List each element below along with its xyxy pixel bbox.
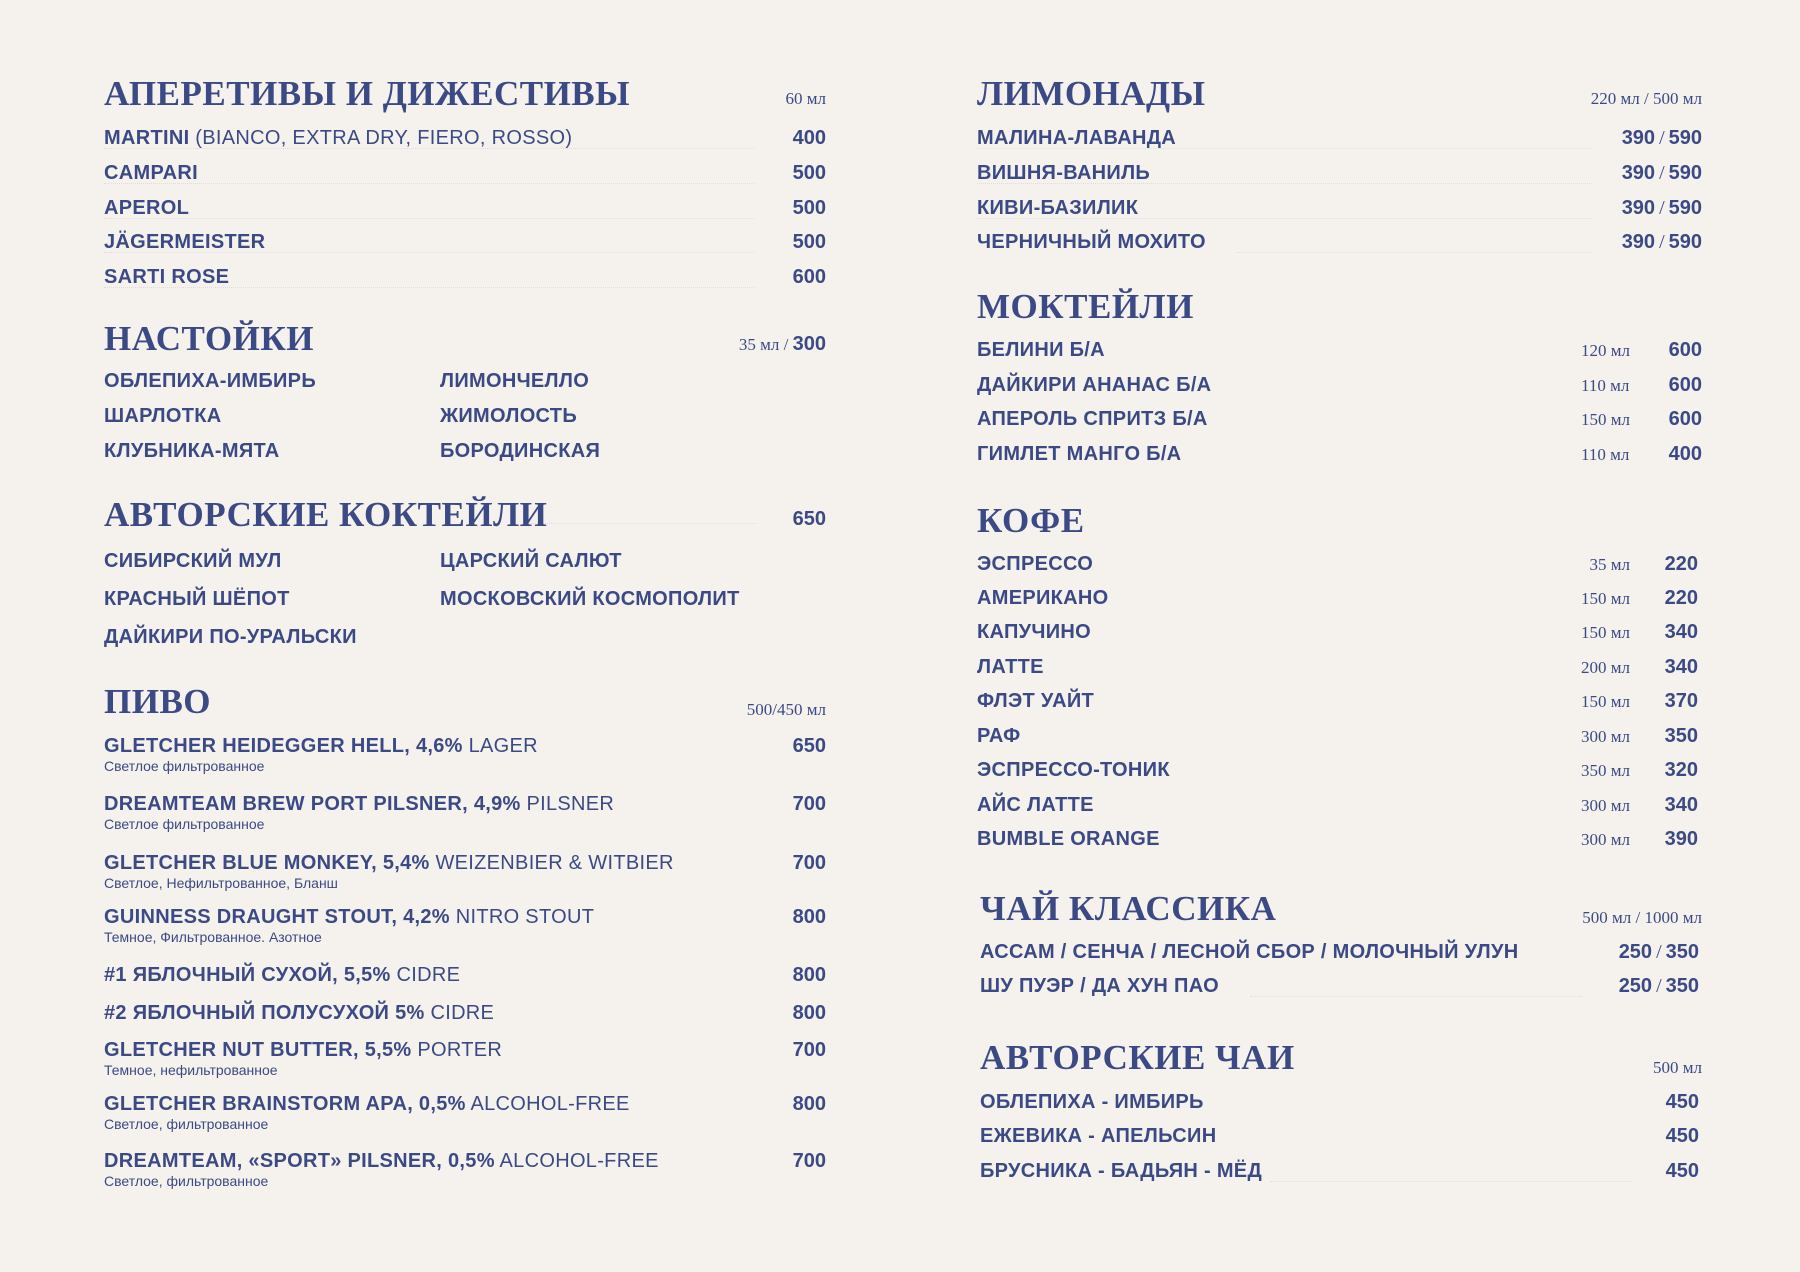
list-item: БОРОДИНСКАЯ (440, 440, 601, 462)
item-name: АПЕРОЛЬ СПРИТЗ Б/А (977, 408, 1208, 430)
menu-item (104, 1092, 826, 1132)
item-price: 600 (792, 266, 826, 288)
item-name: ВИШНЯ-ВАНИЛЬ (977, 162, 1151, 184)
menu-item (977, 655, 1702, 685)
leader-dots (104, 252, 754, 253)
section-title: АПЕРЕТИВЫ И ДИЖЕСТИВЫ (104, 74, 631, 113)
section-title: НАСТОЙКИ (104, 319, 314, 358)
item-volume: 350 мл (1581, 761, 1630, 780)
item-price: 800 (792, 1002, 826, 1024)
menu-item: ЧЕРНИЧНЫЙ МОХИТО 390 / 590 (977, 231, 1702, 253)
item-name: #2 ЯБЛОЧНЫЙ ПОЛУСУХОЙ 5% (104, 1002, 425, 1024)
menu-item: АССАМ / СЕНЧА / ЛЕСНОЙ СБОР / МОЛОЧНЫЙ УЛУН 250 / 350 (980, 941, 1699, 963)
item-name: РАФ (977, 725, 1021, 747)
item-name: ШУ ПУЭР / ДА ХУН ПАО (980, 975, 1220, 997)
section-title: КОФЕ (977, 501, 1085, 540)
section-volume-note: 500 мл / 1000 мл (1582, 908, 1702, 927)
menu-item (977, 793, 1702, 823)
menu-item (977, 827, 1702, 857)
item-name: БЕЛИНИ Б/А (977, 339, 1105, 361)
list-item: СИБИРСКИЙ МУЛ (104, 550, 282, 572)
item-name: GUINNESS DRAUGHT STOUT, 4,2% (104, 906, 450, 928)
item-name: GLETCHER BRAINSTORM APA, 0,5% (104, 1093, 466, 1115)
item-name: DREAMTEAM, «SPORT» PILSNER, 0,5% (104, 1150, 495, 1172)
menu-item (104, 792, 826, 832)
menu-item (977, 586, 1702, 616)
item-description: Темное, Фильтрованное. Азотное (104, 929, 322, 945)
item-volume: 200 мл (1581, 658, 1630, 677)
item-price: 450 (1665, 1091, 1699, 1113)
item-name: GLETCHER HEIDEGGER HELL, 4,6% (104, 735, 463, 757)
menu-item (104, 851, 826, 891)
item-name: DREAMTEAM BREW PORT PILSNER, 4,9% (104, 793, 521, 815)
section-volume-note: 220 мл / 500 мл (1590, 89, 1702, 108)
menu-item (104, 265, 826, 295)
item-name: GLETCHER NUT BUTTER, 5,5% (104, 1039, 412, 1061)
menu-item (977, 724, 1702, 754)
item-price: 800 (792, 906, 826, 928)
menu-item (977, 689, 1702, 719)
item-price: 800 (792, 964, 826, 986)
list-item: ОБЛЕПИХА-ИМБИРЬ (104, 370, 316, 392)
section-title: ПИВО (104, 682, 212, 721)
item-name: ОБЛЕПИХА - ИМБИРЬ (980, 1091, 1204, 1113)
item-variants: (BIANCO, EXTRA DRY, FIERO, ROSSO) (189, 127, 573, 149)
item-name: БРУСНИКА - БАДЬЯН - МЁД (980, 1160, 1263, 1182)
menu-item (977, 758, 1702, 788)
item-price: 700 (792, 793, 826, 815)
leader-dots (1270, 1181, 1632, 1182)
note-price: 300 (792, 333, 826, 355)
item-volume: 150 мл (1581, 692, 1630, 711)
item-description: Светлое фильтрованное (104, 816, 265, 832)
list-item: ЛИМОНЧЕЛЛО (440, 370, 590, 392)
item-name: ЭСПРЕССО-ТОНИК (977, 759, 1170, 781)
item-style: PILSNER (520, 793, 615, 815)
section-title: АВТОРСКИЕ ЧАИ (980, 1038, 1295, 1077)
item-name: APEROL (104, 197, 190, 219)
list-item: ЦАРСКИЙ САЛЮТ (440, 550, 622, 572)
list-item: ШАРЛОТКА (104, 405, 222, 427)
menu-item (104, 196, 826, 226)
section-price: 650 (792, 508, 826, 530)
list-item: МОСКОВСКИЙ КОСМОПОЛИТ (440, 588, 740, 610)
item-price-small: 390 (1621, 162, 1656, 184)
item-style: CIDRE (390, 964, 461, 986)
menu-item (104, 905, 826, 945)
menu-item (104, 1149, 826, 1189)
item-volume: 110 мл (1581, 376, 1630, 395)
section-title: МОКТЕЙЛИ (977, 287, 1194, 326)
menu-item (104, 1038, 826, 1078)
item-volume: 300 мл (1581, 796, 1630, 815)
item-style: CIDRE (424, 1002, 495, 1024)
section-volume-note: 500/450 мл (746, 700, 826, 719)
item-name: ДАЙКИРИ АНАНАС Б/А (977, 374, 1212, 396)
menu-item (980, 1159, 1702, 1189)
item-price-small: 390 (1621, 127, 1656, 149)
item-name: ГИМЛЕТ МАНГО Б/А (977, 443, 1182, 465)
leader-dots (977, 183, 1592, 184)
item-name: АССАМ / СЕНЧА / ЛЕСНОЙ СБОР / МОЛОЧНЫЙ УЛУН (980, 941, 1519, 963)
item-price-large: 590 (1668, 162, 1702, 184)
item-price: 500 (792, 231, 826, 253)
item-description: Светлое, Нефильтрованное, Бланш (104, 875, 338, 891)
item-price: 340 (1664, 621, 1698, 643)
section-volume-note (739, 334, 826, 354)
item-name: ФЛЭТ УАЙТ (977, 690, 1095, 712)
menu-item: ВИШНЯ-ВАНИЛЬ 390 / 590 (977, 162, 1702, 184)
menu-item (980, 1124, 1702, 1154)
leader-dots (1237, 252, 1592, 253)
item-style: ALCOHOL-FREE (494, 1150, 659, 1172)
item-description: Светлое, фильтрованное (104, 1173, 269, 1189)
item-price: 450 (1665, 1160, 1699, 1182)
section-title: АВТОРСКИЕ КОКТЕЙЛИ (104, 495, 548, 534)
item-price: 450 (1665, 1125, 1699, 1147)
item-description: Светлое, фильтрованное (104, 1116, 269, 1132)
item-style: ALCOHOL-FREE (465, 1093, 630, 1115)
item-style: NITRO STOUT (449, 906, 595, 928)
list-item: КЛУБНИКА-МЯТА (104, 440, 280, 462)
item-volume: 300 мл (1581, 727, 1630, 746)
item-price: 600 (1668, 408, 1702, 430)
item-name: BUMBLE ORANGE (977, 828, 1160, 850)
menu-item (977, 442, 1702, 472)
item-name: АМЕРИКАНО (977, 587, 1109, 609)
item-price: 390 (1664, 828, 1698, 850)
item-name: CAMPARI (104, 162, 198, 184)
item-price: 650 (792, 735, 826, 757)
item-style: WEIZENBIER & WITBIER (429, 852, 674, 874)
item-name: ЕЖЕВИКА - АПЕЛЬСИН (980, 1125, 1217, 1147)
leader-dots (1250, 996, 1582, 997)
item-price-large: 350 (1665, 975, 1699, 997)
leader-dots (977, 218, 1592, 219)
item-price-small: 390 (1621, 197, 1656, 219)
leader-dots (104, 218, 754, 219)
note-volume: 35 мл / (738, 335, 793, 354)
menu-item: ШУ ПУЭР / ДА ХУН ПАО 250 / 350 (980, 975, 1699, 997)
item-price: 220 (1664, 553, 1698, 575)
list-item: ЖИМОЛОСТЬ (440, 405, 577, 427)
item-price: 400 (792, 127, 826, 149)
leader-dots (524, 523, 756, 524)
item-price: 700 (792, 1150, 826, 1172)
menu-item (104, 230, 826, 260)
item-volume: 150 мл (1581, 410, 1630, 429)
item-price: 600 (1668, 374, 1702, 396)
item-price: 340 (1664, 794, 1698, 816)
item-name: ЭСПРЕССО (977, 553, 1094, 575)
item-name: SARTI ROSE (104, 266, 230, 288)
item-name: КАПУЧИНО (977, 621, 1092, 643)
item-style: LAGER (462, 735, 538, 757)
menu-item (977, 338, 1702, 368)
menu-item (977, 373, 1702, 403)
menu-item (977, 407, 1702, 437)
item-description: Темное, нефильтрованное (104, 1062, 278, 1078)
leader-dots (104, 148, 754, 149)
item-name: МАЛИНА-ЛАВАНДА (977, 127, 1177, 149)
item-price: 700 (792, 852, 826, 874)
section-volume-note: 60 мл (785, 89, 826, 108)
item-volume: 110 мл (1581, 445, 1630, 464)
item-price: 350 (1664, 725, 1698, 747)
item-price: 400 (1668, 443, 1702, 465)
menu-item (977, 552, 1702, 582)
item-volume: 120 мл (1581, 341, 1630, 360)
item-name: GLETCHER BLUE MONKEY, 5,4% (104, 852, 430, 874)
list-item: ДАЙКИРИ ПО-УРАЛЬСКИ (104, 626, 357, 648)
menu-item (104, 126, 826, 156)
item-name: ЧЕРНИЧНЫЙ МОХИТО (977, 231, 1206, 253)
item-price: 500 (792, 197, 826, 219)
leader-dots (977, 148, 1592, 149)
item-price-large: 590 (1668, 127, 1702, 149)
item-volume: 300 мл (1581, 830, 1630, 849)
item-volume: 150 мл (1581, 589, 1630, 608)
item-price-large: 590 (1668, 197, 1702, 219)
menu-item: КИВИ-БАЗИЛИК 390 / 590 (977, 197, 1702, 219)
item-price: 320 (1664, 759, 1698, 781)
menu-item (104, 161, 826, 191)
menu-item (980, 1090, 1702, 1120)
item-price: 700 (792, 1039, 826, 1061)
item-price: 370 (1664, 690, 1698, 712)
item-name: АЙС ЛАТТЕ (977, 794, 1094, 816)
item-style: PORTER (411, 1039, 503, 1061)
item-price-large: 350 (1665, 941, 1699, 963)
section-title: ЧАЙ КЛАССИКА (980, 889, 1277, 928)
leader-dots (104, 183, 754, 184)
item-name: JÄGERMEISTER (104, 231, 266, 253)
item-name: MARTINI (104, 127, 190, 149)
item-price: 340 (1664, 656, 1698, 678)
item-price: 220 (1664, 587, 1698, 609)
item-price-small: 390 (1621, 231, 1656, 253)
item-price-large: 590 (1668, 231, 1702, 253)
menu-item: МАЛИНА-ЛАВАНДА 390 / 590 (977, 127, 1702, 149)
list-item: КРАСНЫЙ ШЁПОТ (104, 588, 290, 610)
item-name: #1 ЯБЛОЧНЫЙ СУХОЙ, 5,5% (104, 964, 391, 986)
leader-dots (104, 287, 754, 288)
section-volume-note: 500 мл (1653, 1058, 1702, 1077)
item-name: КИВИ-БАЗИЛИК (977, 197, 1139, 219)
section-title: ЛИМОНАДЫ (977, 74, 1206, 113)
item-volume: 150 мл (1581, 623, 1630, 642)
item-volume: 35 мл (1589, 555, 1630, 574)
item-description: Светлое фильтрованное (104, 758, 265, 774)
item-price: 600 (1668, 339, 1702, 361)
menu-item (104, 1001, 826, 1031)
item-price-small: 250 (1618, 975, 1653, 997)
item-name: ЛАТТЕ (977, 656, 1044, 678)
menu-item (104, 734, 826, 774)
item-price: 500 (792, 162, 826, 184)
menu-item (104, 963, 826, 993)
menu-item (977, 620, 1702, 650)
item-price: 800 (792, 1093, 826, 1115)
item-price-small: 250 (1618, 941, 1653, 963)
